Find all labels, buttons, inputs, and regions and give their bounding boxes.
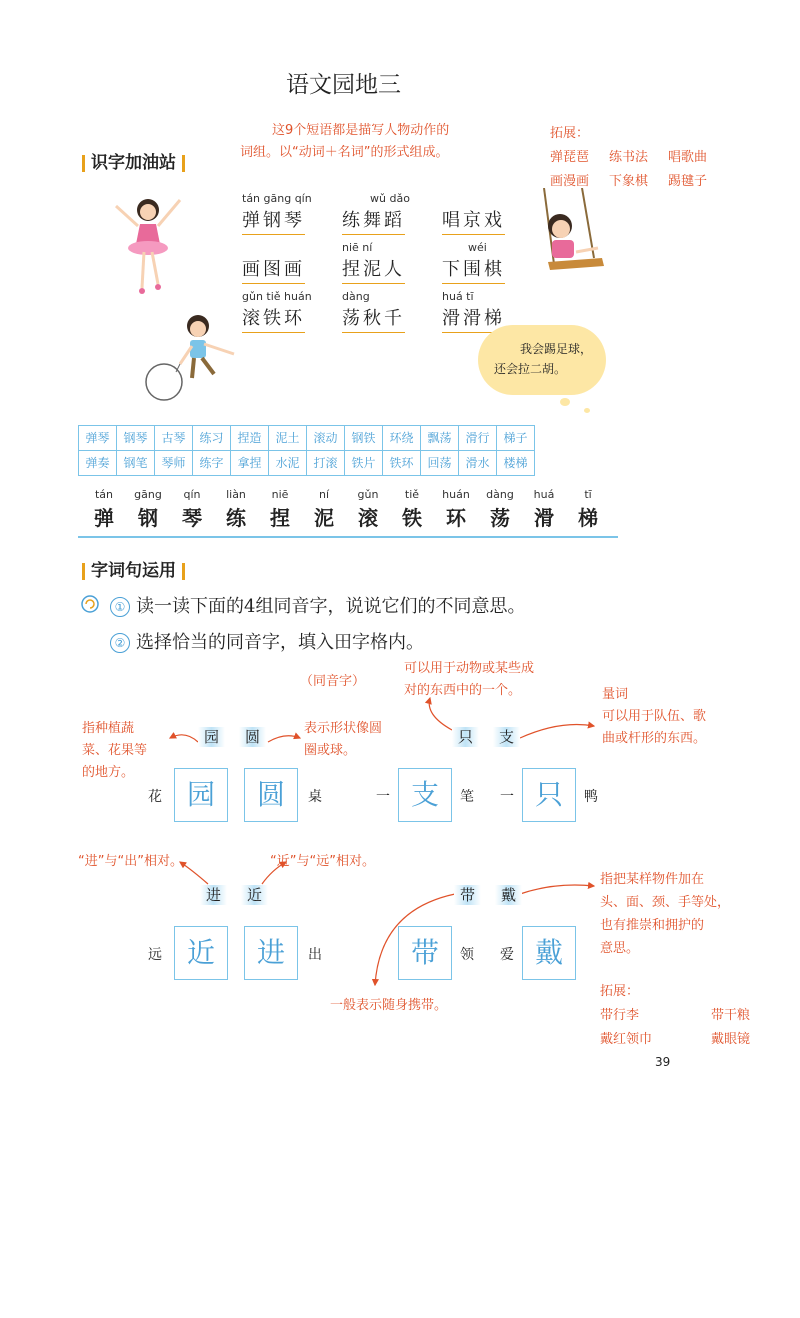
prompt-char: 笔	[460, 789, 474, 805]
prompt-char: 一	[376, 789, 390, 805]
note-jin-left: “进”与“出”相对。	[78, 854, 183, 869]
char-item: dàng 荡	[486, 488, 514, 530]
prompt-char: 鸭	[584, 789, 598, 805]
char-item: niē 捏	[270, 488, 290, 530]
homophone-chip-yuan: 园 圆	[198, 726, 266, 747]
char-item: gǔn 滚	[357, 488, 379, 530]
char-item: qín 琴	[182, 488, 202, 530]
char-item: tiě 铁	[402, 488, 422, 530]
homophone-chip-zhi: 只 支	[452, 726, 520, 747]
note-jin-right: “近”与“远”相对。	[270, 854, 375, 869]
prompt-char: 领	[460, 947, 474, 963]
prompt-char: 桌	[308, 789, 322, 805]
section-header-ciju: 字词句运用	[76, 556, 191, 581]
char-item: liàn 练	[226, 488, 246, 530]
note-dai-bottom: 一般表示随身携带。	[330, 998, 448, 1013]
tian-box[interactable]: 园	[174, 768, 228, 822]
note-phrases: 这9个短语都是描写人物动作的 词组。以“动词＋名词”的形式组成。	[240, 123, 450, 160]
tian-box[interactable]: 支	[398, 768, 452, 822]
tian-box[interactable]: 只	[522, 768, 576, 822]
phrase-item: wǔ dǎo 练舞蹈	[342, 192, 442, 235]
extend-box-2: 拓展： 带行李 带干粮 戴红领巾 戴眼镜	[600, 984, 750, 1047]
note-yuan-right: 表示形状像圆 圈或球。	[304, 721, 383, 758]
section-header-shizi: 识字加油站	[76, 148, 191, 173]
prompt-char: 爱	[500, 947, 514, 963]
tian-box[interactable]: 近	[174, 926, 228, 980]
tian-box[interactable]: 圆	[244, 768, 298, 822]
page-title: 语文园地三	[286, 72, 401, 98]
extend-box-1: 拓展： 弹琵琶 练书法 唱歌曲 画漫画 下象棋 踢毽子	[550, 126, 708, 189]
tian-box[interactable]: 带	[398, 926, 452, 980]
char-item: tán 弹	[94, 488, 114, 530]
phrase-item: gǔn tiě huán 滚铁环	[242, 290, 342, 333]
prompt-char: 远	[148, 947, 162, 963]
note-dai-right: 指把某样物件加在 头、面、颈、手等处， 也有推崇和拥护的 意思。	[600, 872, 731, 956]
instruction-2: ② 选择恰当的同音字，填入田字格内。	[110, 628, 424, 654]
tongyinzi-label: （同音字）	[300, 674, 366, 689]
phrase-item: tán gāng qín 弹钢琴	[242, 192, 342, 235]
tian-box[interactable]: 戴	[522, 926, 576, 980]
phrase-item: huá tī 滑滑梯	[442, 290, 542, 333]
prompt-char: 花	[148, 789, 162, 805]
phrase-item: 画图画	[242, 241, 342, 284]
char-item: gāng 钢	[134, 488, 162, 530]
page-number: 39	[655, 1055, 671, 1069]
instruction-1: ① 读一读下面的4组同音字，说说它们的不同意思。	[110, 592, 525, 618]
speech-bubble: 我会踢足球， 还会拉二胡。	[478, 325, 606, 395]
char-item: huán 环	[442, 488, 470, 530]
phrase-item: 唱京戏	[442, 192, 542, 235]
note-zhi-right: 量词 可以用于队伍、歌 曲或杆形的东西。	[602, 687, 707, 746]
prompt-char: 一	[500, 789, 514, 805]
tian-box[interactable]: 进	[244, 926, 298, 980]
table-row: 弹奏 钢笔 琴师 练字 拿捏 水泥 打滚 铁片 铁环 回荡 滑水 楼梯	[79, 451, 535, 476]
char-item: huá 滑	[533, 488, 555, 530]
char-item: tī 梯	[578, 488, 598, 530]
homophone-chip-jin: 进 近	[200, 884, 268, 905]
phrase-item: dàng 荡秋千	[342, 290, 442, 333]
char-item: ní 泥	[314, 488, 334, 530]
note-yuan-left: 指种植蔬 菜、花果等 的地方。	[82, 721, 148, 780]
phrase-item: wéi 下围棋	[442, 241, 542, 284]
note-zhi-top: 可以用于动物或某些成 对的东西中的一个。	[404, 661, 535, 698]
prompt-char: 出	[308, 947, 322, 963]
table-row: 弹琴 钢琴 古琴 练习 捏造 泥土 滚动 钢铁 环绕 飘荡 滑行 梯子	[79, 426, 535, 451]
homophone-chip-dai: 带 戴	[454, 884, 522, 905]
phrase-item: niē ní 捏泥人	[342, 241, 442, 284]
